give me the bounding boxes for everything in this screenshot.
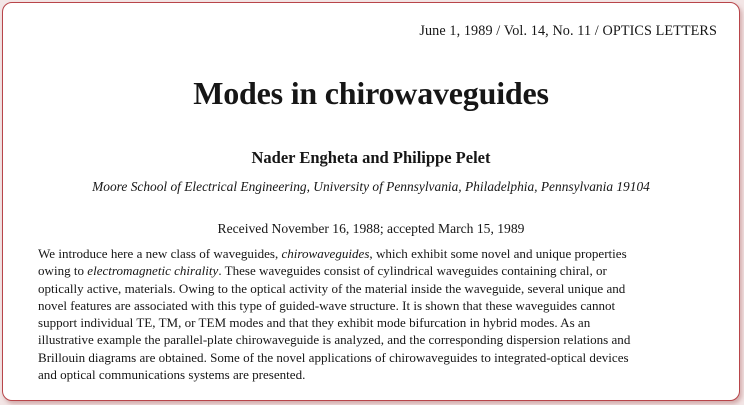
journal-citation: June 1, 1989 / Vol. 14, No. 11 / OPTICS LETTERS — [419, 23, 717, 39]
abstract-line: illustrative example the parallel-plate chirowaveguide is analyzed, and the corresponding dispersion relations and — [38, 332, 631, 348]
author-affiliation: Moore School of Electrical Engineering, University of Pennsylvania, Philadelphia, Pennsylvania 19104 — [92, 179, 650, 194]
abstract-line — [38, 245, 718, 262]
abstract — [38, 245, 718, 383]
abstract-line — [38, 262, 718, 279]
paper-title: Modes in chirowaveguides — [193, 75, 549, 111]
abstract-text: . These waveguides consist of cylindrical waveguides containing chiral, or — [218, 263, 607, 279]
author-list: Nader Engheta and Philippe Pelet — [251, 148, 491, 167]
abstract-line: support individual TE, TM, or TEM modes and that they exhibit mode bifurcation in hybrid modes. As an — [38, 315, 591, 331]
received-dates: Received November 16, 1988; accepted March 15, 1989 — [217, 221, 525, 236]
abstract-line: Brillouin diagrams are obtained. Some of the novel applications of chirowaveguides to integrated-optical devices — [38, 349, 629, 365]
abstract-line: novel features are associated with this type of guided-wave structure. It is shown that these waveguides cannot — [38, 297, 616, 313]
abstract-emphasis: electromagnetic chirality — [87, 263, 219, 279]
abstract-line: and optical communications systems are presented. — [38, 367, 306, 383]
abstract-text: owing to — [38, 263, 88, 279]
abstract-emphasis: chirowaveguides — [281, 246, 370, 261]
abstract-text: We introduce here a new class of waveguides, — [38, 246, 282, 261]
abstract-line: optically active, materials. Owing to the optical activity of the material inside the waveguide, several unique and — [38, 280, 626, 296]
paper-page — [2, 2, 740, 401]
abstract-text: , which exhibit some novel and unique properties — [369, 246, 627, 261]
